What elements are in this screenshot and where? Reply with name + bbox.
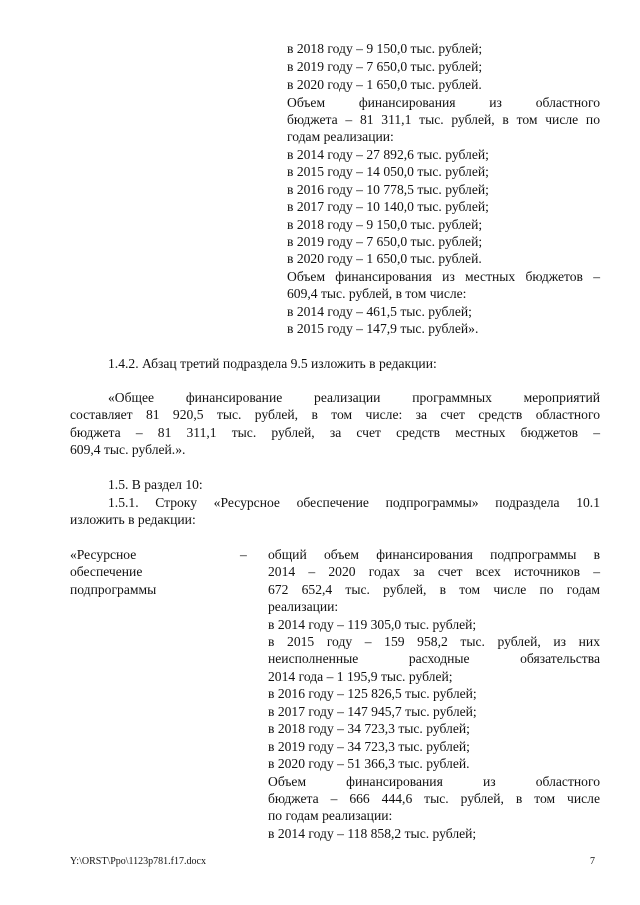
text-line: 2014 – 2020 годах за счет всех источников – bbox=[268, 564, 600, 579]
text-line: Объем финансирования из областного bbox=[287, 95, 600, 110]
text-line: в 2020 году – 1 650,0 тыс. рублей. bbox=[287, 251, 482, 266]
text-line: бюджета – 666 444,6 тыс. рублей, в том числе bbox=[268, 791, 600, 806]
text-line: Объем финансирования из областного bbox=[268, 774, 600, 789]
left-label-line: «Ресурсное bbox=[70, 547, 137, 562]
text-line: в 2014 году – 119 305,0 тыс. рублей; bbox=[268, 617, 477, 632]
text-line: 2014 года – 1 195,9 тыс. рублей; bbox=[268, 669, 453, 684]
text-line: общий объем финансирования подпрограммы в bbox=[268, 547, 600, 562]
text-line: в 2015 году – 147,9 тыс. рублей». bbox=[287, 321, 479, 336]
text-line: в 2018 году – 9 150,0 тыс. рублей; bbox=[287, 217, 483, 232]
text-line: в 2017 году – 147 945,7 тыс. рублей; bbox=[268, 704, 477, 719]
text-line: в 2015 году – 14 050,0 тыс. рублей; bbox=[287, 164, 489, 179]
text-line: в 2019 году – 34 723,3 тыс. рублей; bbox=[268, 739, 470, 754]
dash-separator: – bbox=[240, 547, 247, 562]
text-line: в 2019 году – 7 650,0 тыс. рублей; bbox=[287, 234, 483, 249]
text-line: 609,4 тыс. рублей, в том числе: bbox=[287, 286, 467, 301]
text-line: в 2017 году – 10 140,0 тыс. рублей; bbox=[287, 199, 489, 214]
text-line: в 2018 году – 34 723,3 тыс. рублей; bbox=[268, 721, 470, 736]
text-line: в 2016 году – 125 826,5 тыс. рублей; bbox=[268, 686, 477, 701]
page-number: 7 bbox=[590, 856, 595, 867]
footer-file-path: Y:\ORST\Ppo\1123p781.f17.docx bbox=[70, 856, 206, 867]
text-line: в 2020 году – 51 366,3 тыс. рублей. bbox=[268, 756, 470, 771]
item-1-5: 1.5. В раздел 10: bbox=[108, 477, 203, 492]
text-line: бюджета – 81 311,1 тыс. рублей, за счет средств местных бюджетов – bbox=[70, 425, 600, 440]
left-label-line: обеспечение bbox=[70, 564, 143, 579]
text-line: реализации: bbox=[268, 599, 339, 614]
left-label-line: подпрограммы bbox=[70, 582, 157, 597]
text-line: в 2014 году – 118 858,2 тыс. рублей; bbox=[268, 826, 477, 841]
text-line: по годам реализации: bbox=[268, 808, 393, 823]
text-line: в 2020 году – 1 650,0 тыс. рублей. bbox=[287, 77, 482, 92]
text-line: годам реализации: bbox=[287, 129, 394, 144]
text-line: составляет 81 920,5 тыс. рублей, в том числе: за счет средств областного bbox=[70, 407, 600, 422]
text-line: в 2016 году – 10 778,5 тыс. рублей; bbox=[287, 182, 489, 197]
item-1-5-1-line: изложить в редакции: bbox=[70, 512, 196, 527]
text-line: 672 652,4 тыс. рублей, в том числе по годам bbox=[268, 582, 600, 597]
text-line: «Общее финансирование реализации программных мероприятий bbox=[108, 390, 600, 405]
item-1-5-1-line: 1.5.1. Строку «Ресурсное обеспечение подпрограммы» подраздела 10.1 bbox=[108, 495, 600, 510]
text-line: Объем финансирования из местных бюджетов – bbox=[287, 269, 600, 284]
item-1-4-2: 1.4.2. Абзац третий подраздела 9.5 изложить в редакции: bbox=[108, 356, 437, 371]
text-line: в 2019 году – 7 650,0 тыс. рублей; bbox=[287, 59, 483, 74]
text-line: в 2014 году – 461,5 тыс. рублей; bbox=[287, 304, 472, 319]
text-line: в 2015 году – 159 958,2 тыс. рублей, из них bbox=[268, 634, 600, 649]
text-line: 609,4 тыс. рублей.». bbox=[70, 442, 186, 457]
text-line: бюджета – 81 311,1 тыс. рублей, в том числе по bbox=[287, 112, 600, 127]
text-line: в 2014 году – 27 892,6 тыс. рублей; bbox=[287, 147, 489, 162]
text-line: в 2018 году – 9 150,0 тыс. рублей; bbox=[287, 41, 483, 56]
text-line: неисполненные расходные обязательства bbox=[268, 651, 600, 666]
